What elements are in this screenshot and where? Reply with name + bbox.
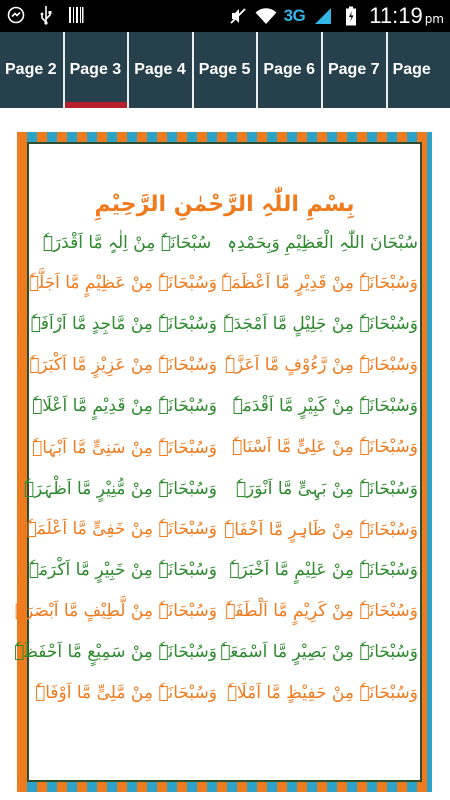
verse-right: وَسُبْحَانَہٗ مِنْ بَہِیٍّ مَّا اَنْوَرَہٗ <box>235 479 418 499</box>
verse-right: وَسُبْحَانَہٗ مِنْ حَفِیْظٍ مَّا اَمْلَاہٗ <box>226 683 418 703</box>
verse-row <box>14 642 420 683</box>
verse-row <box>23 478 420 519</box>
messenger-icon <box>6 5 26 25</box>
decorated-page <box>14 132 432 792</box>
verse-left: وَسُبْحَانَہٗ مِنْ عَظِیْمٍ مَّا اَجَلَّہٗ <box>28 273 217 293</box>
mute-icon <box>228 6 248 26</box>
tab-page-4[interactable]: Page 4 <box>129 32 194 108</box>
system-icons <box>228 3 444 29</box>
tab-page-7[interactable]: Page 7 <box>323 32 388 108</box>
verse-right: وَسُبْحَانَہٗ مِنْ ظَاہِرٍ مَّا اَخْفَاہٗ <box>224 520 418 540</box>
verse-right: سُبْحَانَ اللّٰہِ الْعَظِیْمِ وَبِحَمْدِہٖ <box>227 233 418 253</box>
verse-row <box>29 683 420 724</box>
verse-left: وَسُبْحَانَہٗ مِنْ سَمِیْعٍ مَّا اَحْفَظَہٗ <box>14 642 217 662</box>
verse-right: وَسُبْحَانَہٗ مِنْ جَلِیْلٍ مَّا اَمْجَدَہٗ <box>223 314 418 334</box>
verse-row <box>29 560 420 601</box>
notification-icons <box>6 5 86 25</box>
verse-left: وَسُبْحَانَہٗ مِنْ سَنِیٍّ مَّا اَبْہَاہٗ <box>32 438 217 458</box>
verse-right: وَسُبْحَانَہٗ مِنْ کَرِیْمٍ مَّا اَلْطَفَہٗ <box>225 601 418 621</box>
verse-right: وَسُبْحَانَہٗ مِنْ رَّءُوْفٍ مَّا اَعَزَّہٗ <box>224 355 418 375</box>
signal-icon <box>313 6 333 26</box>
verse-right: وَسُبْحَانَہٗ مِنْ عَلِیْمٍ مَّا اَخْبَرَہٗ <box>229 560 418 580</box>
network-type: 3G <box>283 6 306 25</box>
verse-row <box>29 355 420 396</box>
page-text <box>14 144 420 780</box>
verse-left: وَسُبْحَانَہٗ مِنْ قَدِیْمٍ مَّا اَعْلَاہٗ <box>32 396 217 416</box>
tab-page-8[interactable]: Page <box>392 61 431 78</box>
verse-row <box>29 437 420 478</box>
verse-right: وَسُبْحَانَہٗ مِنْ کَبِیْرٍ مَّا اَقْدَمَہٗ <box>232 396 418 416</box>
tab-page-2[interactable]: Page 2 <box>0 32 65 108</box>
verse-row <box>14 601 420 642</box>
verse-row <box>29 396 420 437</box>
tab-page-3[interactable]: Page 3 <box>65 32 130 108</box>
wifi-icon <box>256 6 276 26</box>
verse-left: وَسُبْحَانَہٗ مِنْ لَّطِیْفٍ مَّا اَبْصَرَہٗ <box>14 601 217 621</box>
tab-page-5[interactable]: Page 5 <box>194 32 259 108</box>
verse-row <box>29 232 420 273</box>
verse-rows <box>14 232 420 724</box>
verse-left: وَسُبْحَانَہٗ مِنْ عَزِیْزٍ مَّا اَکْبَرَہٗ <box>29 355 217 375</box>
verse-left: وَسُبْحَانَہٗ مِنْ مُّنِیْرٍ مَّا اَظْہَرَہٗ <box>23 479 217 499</box>
status-bar <box>0 0 450 32</box>
verse-right: وَسُبْحَانَہٗ مِنْ قَدِیْرٍ مَّا اَعْظَمَہٗ <box>221 273 418 293</box>
usb-icon <box>36 5 56 25</box>
verse-right: وَسُبْحَانَہٗ مِنْ عَلِیٍّ مَّا اَسْنَاہٗ <box>231 437 418 457</box>
verse-right: وَسُبْحَانَہٗ مِنْ بَصِیْرٍ مَّا اَسْمَعَہٗ <box>220 642 418 662</box>
verse-row <box>29 273 420 314</box>
clock: 11:19 pm <box>369 3 444 28</box>
page-tab-bar <box>0 32 450 108</box>
tab-page-6[interactable]: Page 6 <box>258 32 323 108</box>
verse-left: وَسُبْحَانَہٗ مِنْ خَفِیٍّ مَّا اَعْلَمَہٗ <box>26 519 217 539</box>
barcode-icon <box>66 5 86 25</box>
verse-left: وَسُبْحَانَہٗ مِنْ مَّلِیٍّ مَّا اَوْفَاہٗ <box>35 683 217 703</box>
bismillah-heading: بِسْمِ اللّٰہِ الرَّحْمٰنِ الرَّحِیْمِ <box>94 192 355 217</box>
verse-row <box>26 519 420 560</box>
battery-icon <box>341 6 361 26</box>
verse-left: وَسُبْحَانَہٗ مِنْ خَبِیْرٍ مَّا اَکْرَمَہٗ <box>28 560 217 580</box>
verse-left: سُبْحَانَہٗ مِنْ اِلٰہٍ مَّا اَقْدَرَہٗ <box>42 233 212 253</box>
verse-left: وَسُبْحَانَہٗ مِنْ مَّاجِدٍ مَّا اَرْاَفَہٗ <box>30 314 217 334</box>
verse-row <box>29 314 420 355</box>
content-area <box>0 108 450 800</box>
